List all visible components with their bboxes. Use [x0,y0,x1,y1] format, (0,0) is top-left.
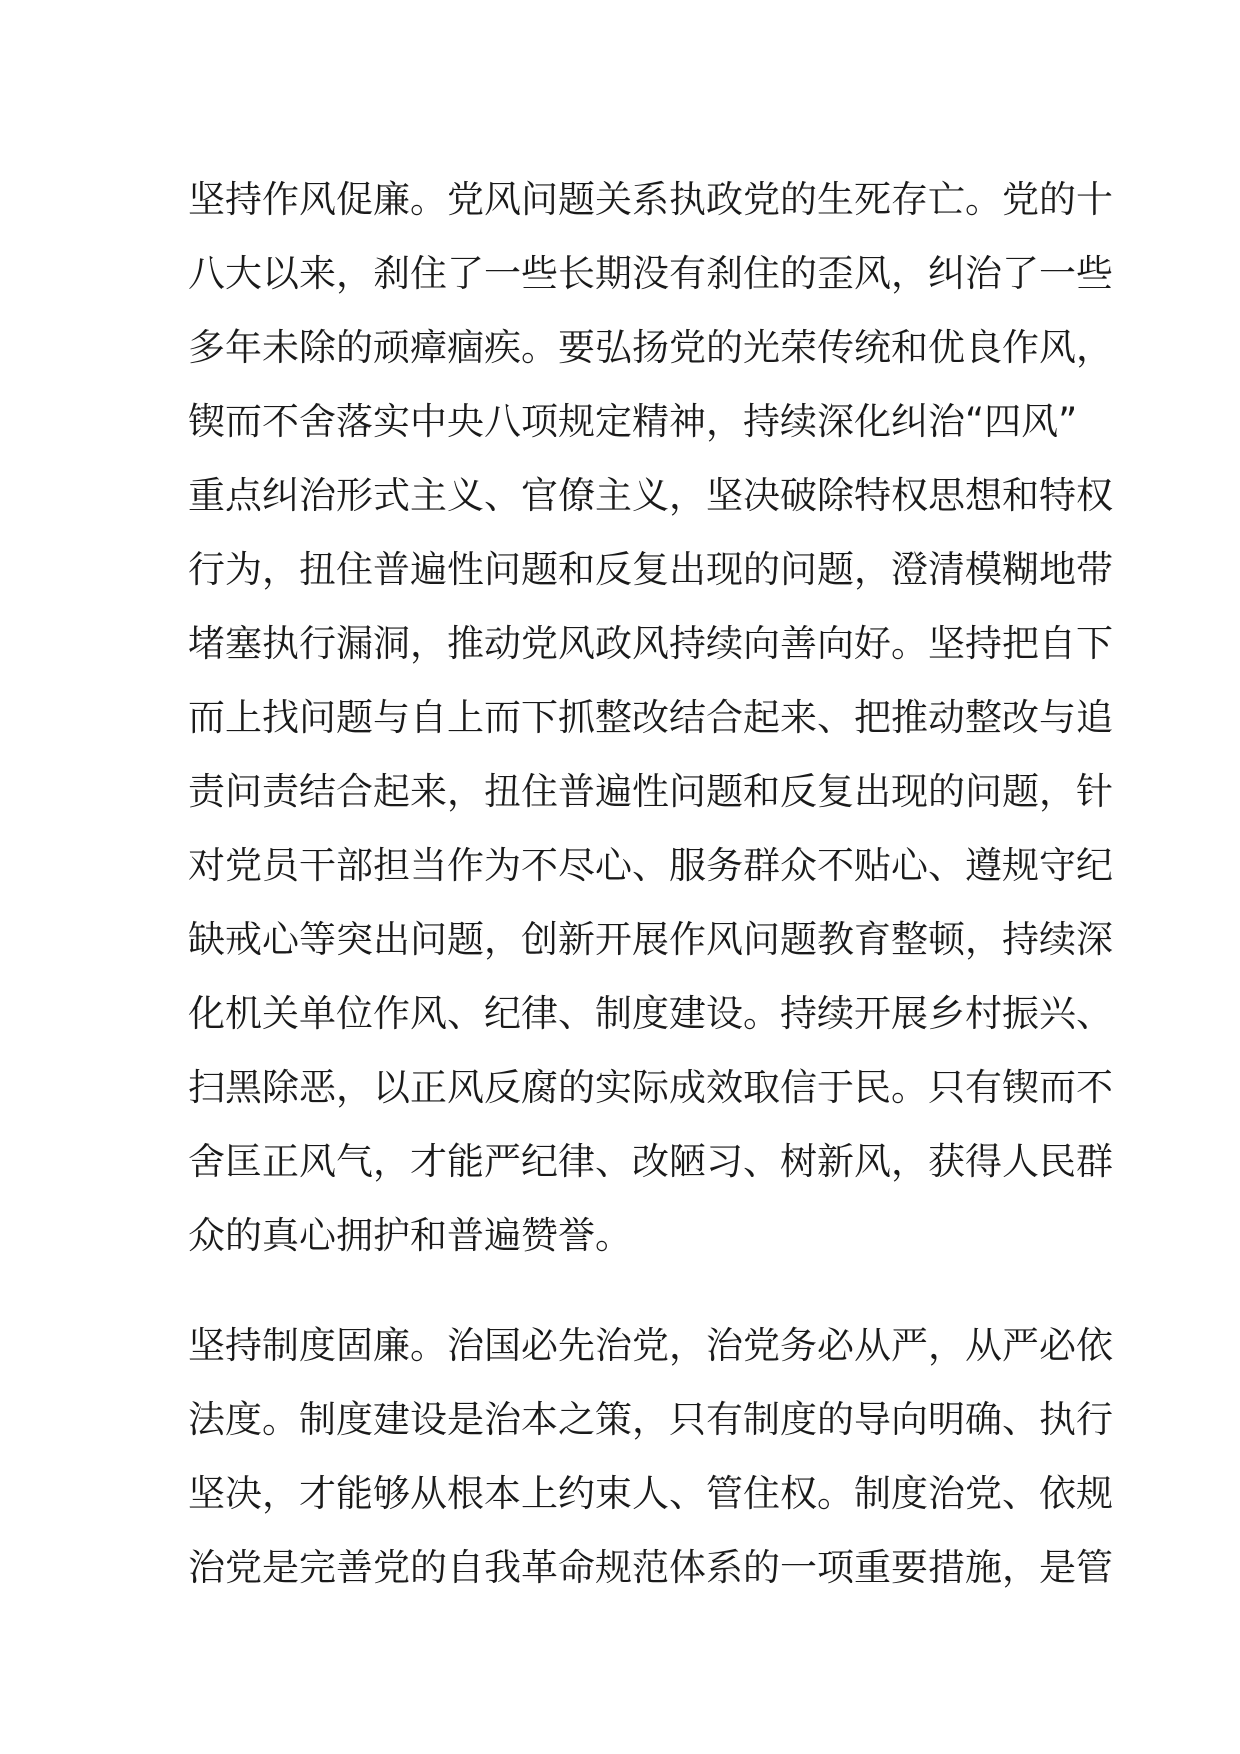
paragraph-line: 锲而不舍落实中央八项规定精神，持续深化纠治“四风” [188,400,1078,443]
paragraph-line: 治党是完善党的自我革命规范体系的一项重要措施，是管 [188,1546,1113,1589]
paragraph-line: 责问责结合起来，扭住普遍性问题和反复出现的问题，针 [188,770,1113,813]
paragraph-line: 对党员干部担当作为不尽心、服务群众不贴心、遵规守纪 [188,844,1113,887]
paragraph-institution-integrity [188,1309,1113,1605]
paragraph-line: 化机关单位作风、纪律、制度建设。持续开展乡村振兴、 [188,992,1113,1035]
paragraph-line: 舍匡正风气，才能严纪律、改陋习、树新风，获得人民群 [188,1140,1113,1183]
paragraph-line: 法度。制度建设是治本之策，只有制度的导向明确、执行 [188,1398,1113,1441]
paragraph-line: 坚持作风促廉。党风问题关系执政党的生死存亡。党的十 [188,178,1113,221]
paragraph-line: 堵塞执行漏洞，推动党风政风持续向善向好。坚持把自下 [188,622,1113,665]
paragraph-style-integrity [188,163,1113,1273]
paragraph-line: 行为，扭住普遍性问题和反复出现的问题，澄清模糊地带 [188,548,1113,591]
paragraph-line: 坚决，才能够从根本上约束人、管住权。制度治党、依规 [188,1472,1113,1515]
paragraph-line: 重点纠治形式主义、官僚主义，坚决破除特权思想和特权 [188,474,1113,517]
paragraph-line: 扫黑除恶，以正风反腐的实际成效取信于民。只有锲而不 [188,1066,1113,1109]
paragraph-line: 而上找问题与自上而下抓整改结合起来、把推动整改与追 [188,696,1113,739]
paragraph-line: 坚持制度固廉。治国必先治党，治党务必从严，从严必依 [188,1324,1113,1367]
paragraph-line: 缺戒心等突出问题，创新开展作风问题教育整顿，持续深 [188,918,1113,961]
paragraph-line: 众的真心拥护和普遍赞誉。 [188,1214,632,1257]
paragraph-line: 多年未除的顽瘴痼疾。要弘扬党的光荣传统和优良作风， [188,326,1113,369]
paragraph-line: 八大以来，刹住了一些长期没有刹住的歪风，纠治了一些 [188,252,1113,295]
